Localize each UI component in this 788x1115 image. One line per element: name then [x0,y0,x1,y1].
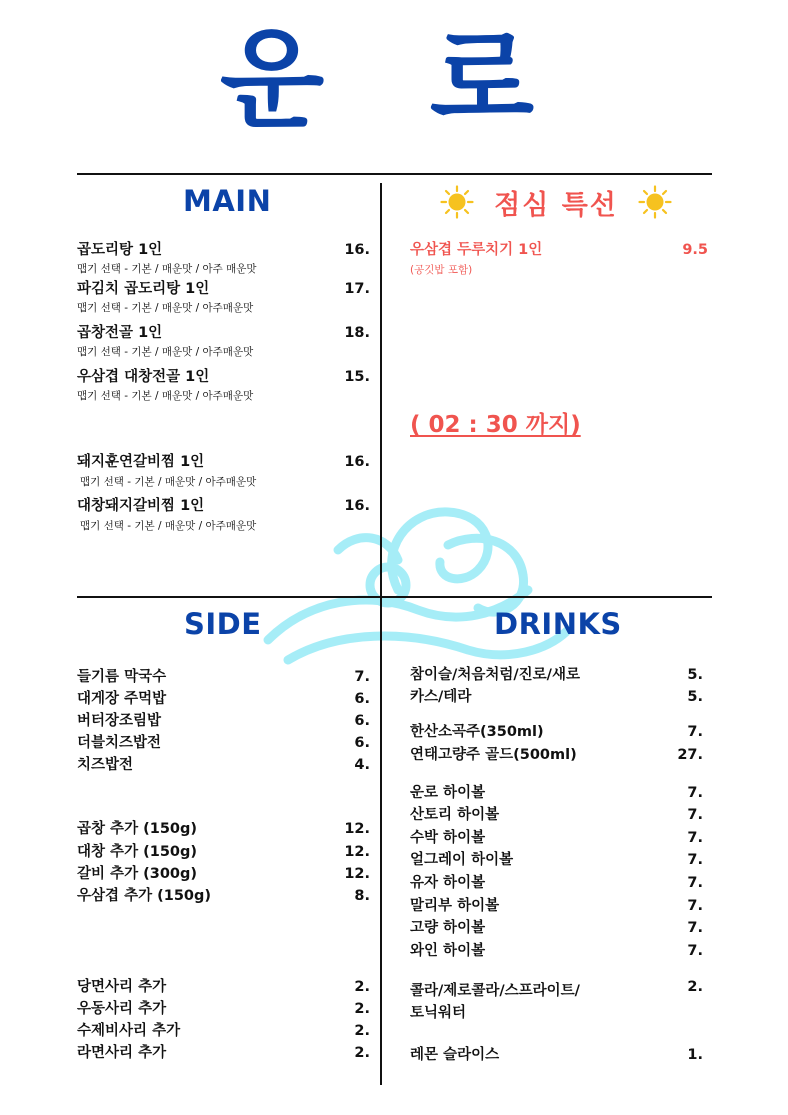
item-price: 2. [354,1045,370,1061]
drinks-heading: DRINKS [494,607,622,641]
list-item: 레몬 슬라이스 [410,1047,500,1063]
list-item: 돼지훈연갈비찜 1인 [77,454,205,470]
list-item: 우삼겹 대창전골 1인 [77,369,210,385]
item-price: 7. [687,875,703,891]
middle-divider [77,596,712,598]
list-item: 와인 하이볼 [410,943,486,959]
item-price: 16. [344,498,370,514]
item-price: 7. [687,943,703,959]
item-price: 7. [687,785,703,801]
list-item: 대게장 주먹밥 [77,691,167,707]
list-item: 한산소곡주(350ml) [410,724,544,740]
item-price: 2. [687,979,703,995]
list-item: 들기름 막국수 [77,669,167,685]
list-item: 말리부 하이볼 [410,898,500,914]
item-price: 7. [687,898,703,914]
lunch-heading [440,180,672,224]
item-note: 맵기 선택 - 기본 / 매운맛 / 아주매운맛 [77,302,254,314]
item-note: 맵기 선택 - 기본 / 매운맛 / 아주매운맛 [80,476,257,488]
main-heading: MAIN [183,184,272,218]
list-item: 라면사리 추가 [77,1045,167,1061]
item-price: 7. [687,724,703,740]
cloud-icon [248,490,578,680]
item-price: 7. [687,830,703,846]
list-item: 파김치 곱도리탕 1인 [77,281,210,297]
sun-icon [440,185,474,219]
item-price: 7. [354,669,370,685]
item-price: 1. [687,1047,703,1063]
item-price: 12. [344,844,370,860]
lunch-price: 9.5 [682,242,708,258]
list-item: 유자 하이볼 [410,875,486,891]
list-item: 고량 하이볼 [410,920,486,936]
list-item: 당면사리 추가 [77,979,167,995]
column-divider [380,183,382,1085]
list-item: 버터장조림밥 [77,713,162,729]
item-price: 2. [354,1023,370,1039]
sun-icon [638,185,672,219]
item-price: 12. [344,866,370,882]
list-item: 치즈밥전 [77,757,134,773]
list-item: 대창 추가 (150g) [77,844,198,860]
list-item: 연태고량주 골드(500ml) [410,747,577,763]
list-item: 산토리 하이볼 [410,807,500,823]
list-item: 더블치즈밥전 [77,735,162,751]
list-item: 수박 하이볼 [410,830,486,846]
list-item: 토닉워터 [410,1005,467,1021]
item-price: 6. [354,735,370,751]
list-item: 카스/테라 [410,689,472,705]
item-note: 맵기 선택 - 기본 / 매운맛 / 아주매운맛 [80,520,257,532]
lunch-until: ( 02 : 30 까지) [410,412,581,438]
item-price: 2. [354,1001,370,1017]
item-price: 8. [354,888,370,904]
list-item: 참이슬/처음처럼/진로/새로 [410,667,580,683]
item-price: 5. [687,689,703,705]
item-price: 4. [354,757,370,773]
item-price: 18. [344,325,370,341]
lunch-title: 점심 특선 [494,189,618,221]
item-note: 맵기 선택 - 기본 / 매운맛 / 아주매운맛 [77,390,254,402]
item-price: 5. [687,667,703,683]
item-price: 27. [677,747,703,763]
item-price: 16. [344,454,370,470]
list-item: 곱도리탕 1인 [77,242,163,258]
list-item: 곱창 추가 (150g) [77,821,198,837]
list-item: 얼그레이 하이볼 [410,852,514,868]
side-heading: SIDE [184,607,262,641]
list-item: 곱창전골 1인 [77,325,163,341]
restaurant-title: 운 로 [219,18,569,143]
lunch-note: (공깃밥 포함) [410,264,473,276]
lunch-item: 우삼겹 두루치기 1인 [410,242,543,258]
top-divider [77,173,712,175]
item-price: 7. [687,807,703,823]
item-price: 7. [687,920,703,936]
list-item: 우동사리 추가 [77,1001,167,1017]
list-item: 우삼겹 추가 (150g) [77,888,212,904]
list-item: 운로 하이볼 [410,785,486,801]
item-note: 맵기 선택 - 기본 / 매운맛 / 아주매운맛 [77,346,254,358]
list-item: 수제비사리 추가 [77,1023,181,1039]
item-price: 7. [687,852,703,868]
list-item: 갈비 추가 (300g) [77,866,198,882]
item-price: 6. [354,691,370,707]
list-item: 대창돼지갈비찜 1인 [77,498,205,514]
item-price: 16. [344,242,370,258]
item-price: 12. [344,821,370,837]
item-price: 17. [344,281,370,297]
item-price: 15. [344,369,370,385]
item-note: 맵기 선택 - 기본 / 매운맛 / 아주 매운맛 [77,263,257,275]
item-price: 6. [354,713,370,729]
item-price: 2. [354,979,370,995]
list-item: 콜라/제로콜라/스프라이트/ [410,983,580,999]
